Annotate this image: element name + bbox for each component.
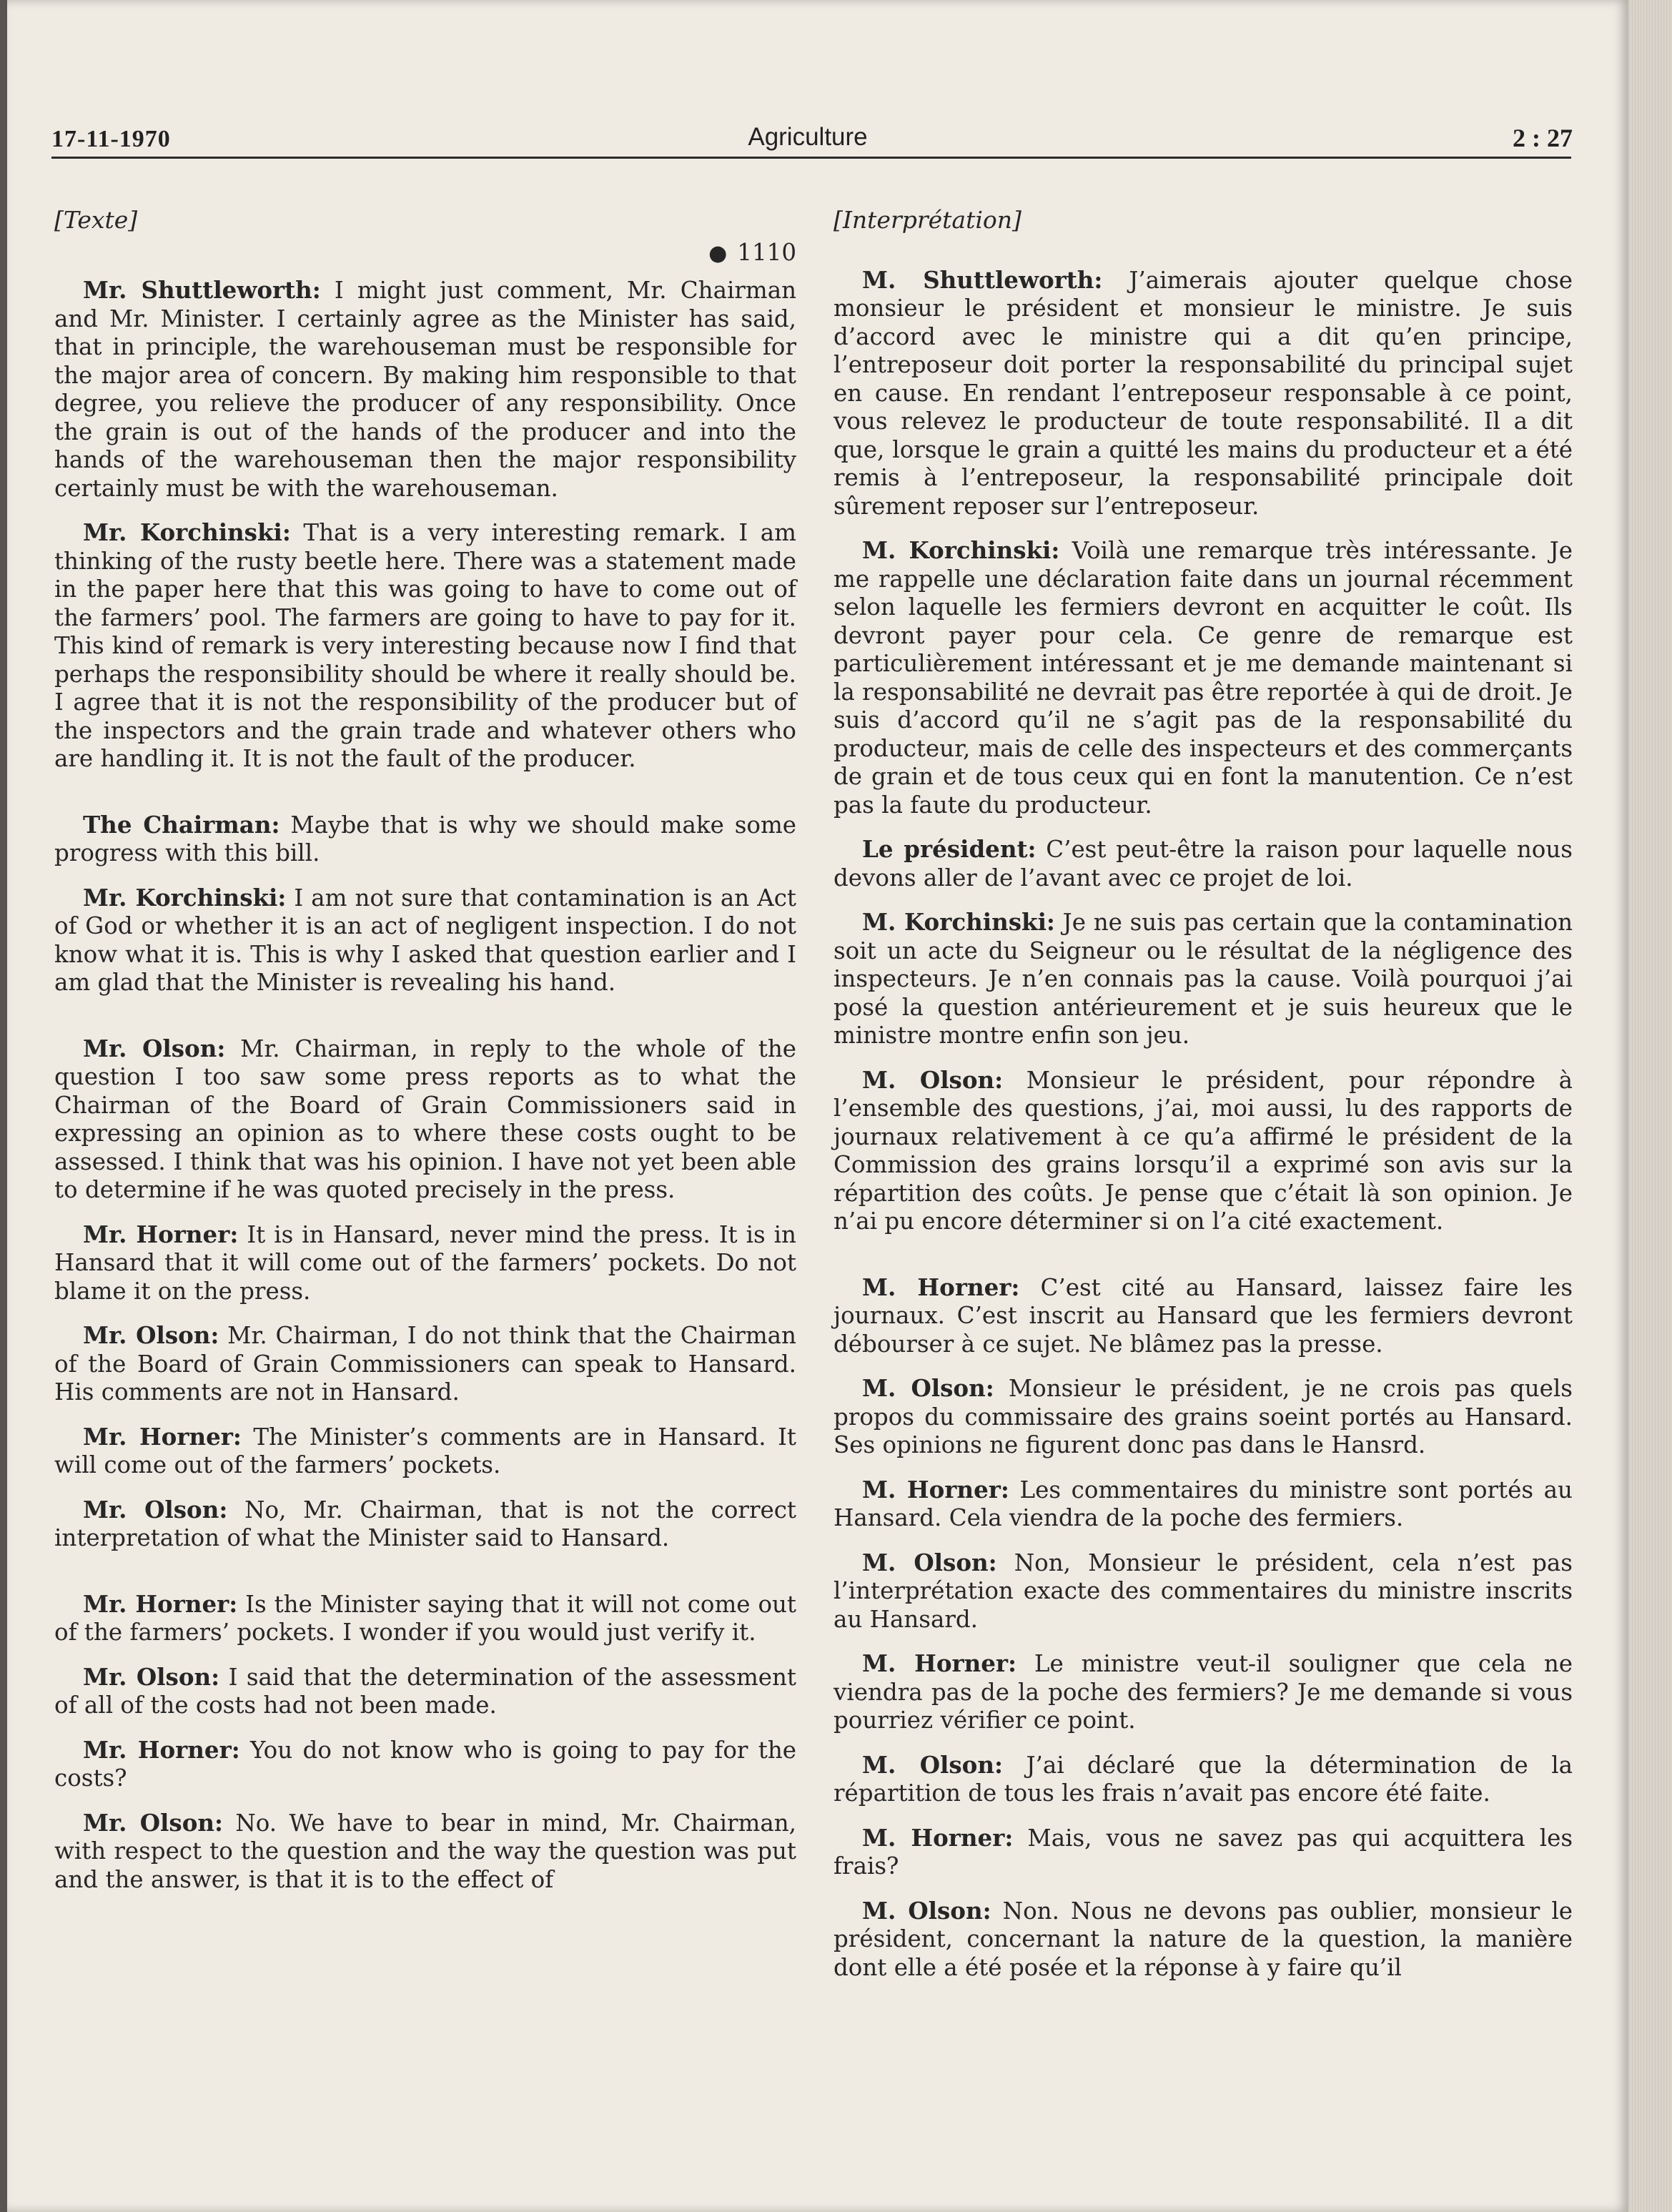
speaker-name: M. Shuttleworth: [862, 265, 1103, 294]
speech-text: You do not know who is going to pay for the costs? [54, 1736, 796, 1792]
speaker-name: M. Horner: [862, 1823, 1014, 1852]
gutter-shadow [0, 0, 7, 2212]
speaker-name: M. Olson: [862, 1896, 991, 1925]
speaker-name: Mr. Horner: [83, 1589, 238, 1618]
speaker-name: Mr. Korchinski: [83, 883, 287, 912]
speech-text: Monsieur le président, je ne crois pas quels propos du commissaire des grains soeint portés au Hansard. Ses opinions ne figurent donc pas dans le Hansrd. [833, 1375, 1573, 1458]
spacer [833, 1252, 1573, 1273]
speech-paragraph [54, 1663, 796, 1720]
speaker-name: M. Olson: [862, 1065, 1004, 1094]
speech-text: I am not sure that contamination is an Act of God or whether it is an act of negligent inspection. I do not know what it is. This is why I asked that question earlier and I am glad that the Minister is revealing his hand. [54, 884, 796, 996]
header-title: Agriculture [748, 123, 868, 151]
speaker-name: Le président: [862, 835, 1037, 863]
speaker-name: Mr. Horner: [83, 1422, 242, 1451]
spacer [54, 1013, 796, 1035]
speaker-name: The Chairman: [83, 810, 280, 839]
speech-text: C’est peut-être la raison pour laquelle nous devons aller de l’avant avec ce projet de loi. [833, 836, 1573, 892]
speaker-name: M. Korchinski: [862, 536, 1060, 564]
speaker-name: Mr. Olson: [83, 1662, 220, 1691]
speech-text: Non, Monsieur le président, cela n’est pas l’interprétation exacte des commentaires du ministre inscrits au Hansard. [833, 1549, 1573, 1633]
speech-text: Je ne suis pas certain que la contamination soit un acte du Seigneur ou le résultat de la négligence des inspecteurs. Je n’en connais pas la cause. Voilà pourquoi j’ai posé la question antérieurement et je suis heureux que le ministre montre enfin son jeu. [833, 909, 1573, 1049]
speaker-name: M. Horner: [862, 1475, 1009, 1504]
speech-text: Mais, vous ne savez pas qui acquittera les frais? [833, 1824, 1573, 1880]
speaker-name: Mr. Horner: [83, 1735, 240, 1764]
speaker-name: M. Olson: [862, 1548, 997, 1576]
speech-paragraph [833, 1751, 1573, 1808]
speech-paragraph [833, 1476, 1573, 1533]
speech-text: Mr. Chairman, in reply to the whole of the question I too saw some press reports as to what the Chairman of the Board of Grain Commissioners said in expressing an opinion as to where these costs ought to be assessed. I think that was his opinion. I have not yet been able to determine if he was quoted precisely in the press. [54, 1035, 796, 1203]
speech-paragraph [54, 1496, 796, 1553]
speech-paragraph [833, 1374, 1573, 1460]
time-marker-value: 1110 [737, 238, 796, 266]
section-tag-english: [Texte] [54, 206, 138, 234]
speech-paragraph [54, 1035, 796, 1205]
speaker-name: M. Olson: [862, 1374, 994, 1402]
speech-paragraph [54, 884, 796, 997]
speech-text: I might just comment, Mr. Chairman and Mr. Minister. I certainly agree as the Minister has said, that in principle, the warehouseman must be responsible for the major area of concern. By making him responsible to that degree, you relieve the producer of any responsibility. Once the grain is out of the hands of the producer and into the hands of the warehouseman then the major responsibility certainly must be with the warehouseman. [54, 277, 797, 502]
french-column [833, 206, 1573, 1998]
speech-paragraph [54, 276, 796, 503]
spacer [54, 789, 796, 811]
speaker-name: Mr. Horner: [83, 1220, 239, 1248]
speech-paragraph [833, 1824, 1573, 1881]
speaker-name: M. Horner: [862, 1273, 1020, 1301]
header-rule [51, 157, 1571, 159]
speech-paragraph [833, 1549, 1573, 1634]
speech-paragraph [54, 1809, 796, 1895]
speech-paragraph [833, 1066, 1573, 1236]
page-edge [1628, 0, 1672, 2212]
speech-text: Non. Nous ne devons pas oublier, monsieur le président, concernant la nature de la question, la manière dont elle a été posée et la réponse à y faire qu’il [833, 1897, 1573, 1981]
speech-text: It is in Hansard, never mind the press. It is in Hansard that it will come out of the farmers’ pockets. Do not blame it on the press. [54, 1220, 796, 1305]
spacer [54, 1569, 796, 1590]
speech-paragraph [833, 1649, 1573, 1735]
speaker-name: M. Olson: [862, 1750, 1003, 1779]
header-page-number: 2 : 27 [1513, 124, 1573, 152]
speech-paragraph [833, 1273, 1573, 1359]
header-date: 17-11-1970 [51, 126, 171, 152]
speech-text: Mr. Chairman, I do not think that the Chairman of the Board of Grain Commissioners can speak to Hansard. His comments are not in Hansard. [54, 1322, 796, 1406]
speaker-name: Mr. Korchinski: [83, 518, 291, 546]
speech-paragraph [54, 1220, 796, 1306]
speech-paragraph [833, 536, 1573, 819]
speech-text: C’est cité au Hansard, laissez faire les journaux. C’est inscrit au Hansard que les fermiers devront débourser à ce sujet. Ne blâmez pas la presse. [833, 1273, 1573, 1358]
speech-paragraph [54, 1321, 796, 1407]
speech-paragraph [833, 835, 1573, 892]
speech-paragraph [54, 518, 796, 774]
speech-text: That is a very interesting remark. I am thinking of the rusty beetle here. There was a statement made in the paper here that this was going to have to come out of the farmers’ pool. The farmers are going to have to pay for it. This kind of remark is very interesting because now I find that perhaps the responsibility should be where it really should be. I agree that it is not the responsibility of the producer but of the inspectors and the grain trade and whatever others who are handling it. It is not the fault of the producer. [54, 519, 796, 772]
speech-text: J’aimerais ajouter quelque chose monsieur le président et monsieur le ministre. Je suis d’accord avec le ministre qui a dit qu’en principe, l’entreposeur doit porter la responsabilité du principal sujet en cause. En rendant l’entreposeur responsable à ce point, vous relevez le producteur de toute responsabilité. Il a dit que, lorsque le grain a quitté les mains du producteur et a été remis à l’entreposeur, la responsabilité principale doit sûrement reposer sur l’entreposeur. [833, 266, 1573, 520]
speech-text: I said that the determination of the assessment of all of the costs had not been made. [54, 1663, 796, 1719]
french-paragraphs [833, 266, 1573, 1983]
speech-text: Is the Minister saying that it will not come out of the farmers’ pockets. I wonder if you would just verify it. [54, 1590, 796, 1646]
speech-text: Le ministre veut-il souligner que cela ne viendra pas de la poche des fermiers? Je me demande si vous pourriez vérifier ce point. [833, 1650, 1573, 1734]
speaker-name: Mr. Olson: [83, 1034, 226, 1062]
speech-paragraph [54, 1590, 796, 1647]
speech-paragraph [54, 811, 796, 868]
speech-text: J’ai déclaré que la détermination de la répartition de tous les frais n’avait pas encore été faite. [833, 1751, 1573, 1807]
speaker-name: Mr. Olson: [83, 1495, 228, 1524]
speech-paragraph [54, 1423, 796, 1480]
speech-paragraph [833, 266, 1573, 521]
speech-text: Voilà une remarque très intéressante. Je me rappelle une déclaration faite dans un journal récemment selon laquelle les fermiers devront en acquitter le coût. Ils devront payer pour cela. Ce genre de remarque est particulièrement intéressant et je me demande maintenant si la responsabilité ne devrait pas être reportée à qui de droit. Je suis d’accord qu’il ne s’agit pas de la responsabilité du producteur, mais de celle des inspecteurs et des commerçants de grain et de tous ceux qui en font la manutention. Ce n’est pas la faute du producteur. [833, 537, 1573, 819]
section-tag-french: [Interprétation] [833, 206, 1021, 234]
speech-text: The Minister’s comments are in Hansard. It will come out of the farmers’ pockets. [54, 1423, 796, 1478]
english-column [54, 206, 796, 1910]
speaker-name: Mr. Shuttleworth: [83, 276, 321, 304]
speaker-name: M. Korchinski: [862, 908, 1055, 936]
speaker-name: Mr. Olson: [83, 1808, 224, 1837]
speech-text: Les commentaires du ministre sont portés au Hansard. Cela viendra de la poche des fermiers. [833, 1476, 1573, 1531]
speaker-name: M. Horner: [862, 1649, 1017, 1677]
speech-text: No, Mr. Chairman, that is not the correct interpretation of what the Minister said to Hansard. [54, 1496, 796, 1551]
speech-paragraph [833, 1897, 1573, 1983]
speech-text: Monsieur le président, pour répondre à l’ensemble des questions, j’ai, moi aussi, lu des rapports de journaux relativement à ce qu’a affirmé le président de la Commission des grains lorsqu’il a exprimé son avis sur la répartition des coûts. Je pense que c’était là son opinion. Je n’ai pu encore déterminer si on l’a cité exactement. [833, 1066, 1573, 1235]
speaker-name: Mr. Olson: [83, 1321, 219, 1349]
speech-text: No. We have to bear in mind, Mr. Chairman, with respect to the question and the way the question was put and the answer, is that it is to the effect of [54, 1809, 796, 1893]
time-marker [54, 239, 796, 268]
english-paragraphs [54, 276, 796, 1894]
speech-paragraph [54, 1736, 796, 1793]
speech-paragraph [833, 908, 1573, 1050]
speech-text: Maybe that is why we should make some progress with this bill. [54, 811, 796, 866]
bullet-icon: ● [708, 240, 728, 266]
